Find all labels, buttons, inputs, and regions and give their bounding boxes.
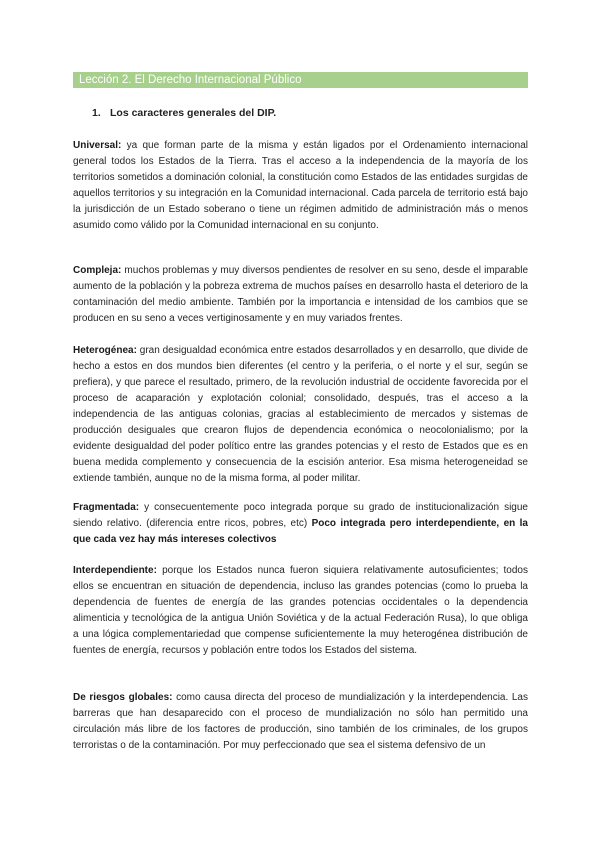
paragraph-universal — [73, 138, 528, 234]
paragraph-interdependiente — [73, 563, 528, 659]
term-heterogenea: Heterogénea: — [73, 345, 137, 356]
section-number: 1. — [92, 107, 101, 119]
term-compleja: Compleja: — [73, 265, 122, 276]
paragraph-fragmentada — [73, 500, 528, 548]
paragraph-riesgos-globales — [73, 690, 528, 754]
term-fragmentada: Fragmentada: — [73, 502, 140, 513]
term-interdependiente: Interdependiente: — [73, 565, 157, 576]
section-title: Los caracteres generales del DIP. — [110, 107, 277, 119]
text-universal: ya que forman parte de la misma y están ligados por el Ordenamiento internacional general todos los Estados de la Tierra. Tras el acceso a la independencia de la mayoría de los territorios sometidos a dominación colonial, la constitución como Estados de las entidades surgidas de aquellos territorios y su integración en la Comunidad internacional. Cada parcela de territorio está bajo la jurisdicción de un Estado soberano o tiene un régimen admitido de administración más o menos asumido como válido por la Comunidad internacional en su conjunto. — [73, 140, 528, 231]
text-riesgos-globales: como causa directa del proceso de mundialización y la interdependencia. Las barreras que han desaparecido con el proceso de mundialización no sólo han permitido una circulación más libre de los factores de producción, sino también de los criminales, de los grupos terroristas o de la contaminación. Por muy perfeccionado que sea el sistema defensivo de un — [73, 692, 528, 751]
section-heading — [92, 107, 276, 119]
text-fragmentada: y consecuentemente poco integrada porque su grado de institucionalización sigue siendo relativo. (diferencia entre ricos, pobres, etc) — [73, 502, 528, 529]
paragraph-heterogenea — [73, 343, 528, 487]
emphasis-fragmentada: Poco integrada pero interdependiente, en la que cada vez hay más intereses colectivos — [73, 518, 528, 545]
text-compleja: muchos problemas y muy diversos pendientes de resolver en su seno, desde el imparable aumento de la población y la pobreza extrema de muchos países en desarrollo hasta el deterioro de la contaminación del medio ambiente. También por la importancia e intensidad de los cambios que se producen en su seno a veces vertiginosamente y en muy variados frentes. — [73, 265, 528, 324]
text-interdependiente: porque los Estados nunca fueron siquiera relativamente autosuficientes; todos ellos se encuentran en situación de dependencia, incluso las grandes potencias (como lo prueba la dependencia de fuentes de energía de las grandes potencias occidentales o la dependencia alimenticia y tecnológica de la antigua Unión Soviética y de la actual Federación Rusa), lo que obliga a una lógica complementariedad que compense suficientemente la muy heterogénea distribución de fuentes de energía, recursos y población entre todos los Estados del sistema. — [73, 565, 528, 656]
paragraph-compleja — [73, 263, 528, 327]
term-universal: Universal: — [73, 140, 122, 151]
text-heterogenea: gran desigualdad económica entre estados desarrollados y en desarrollo, que divide de hecho a estos en dos mundos bien diferentes (el centro y la periferia, o el norte y el sur, según se prefiera), y que parece el resultado, primero, de la revolución industrial de occidente favorecida por el proceso de acaparación y explotación colonial; consolidado, después, tras el acceso a la independencia de las antiguas colonias, gracias al establecimiento de mercados y sistemas de producción desiguales que crearon flujos de dependencia económica o neocolonialismo; por la evidente desigualdad del poder político entre las grandes potencias y el resto de Estados que es en buena medida complemento y consecuencia de la escisión anterior. Esa misma heterogeneidad se extiende también, aunque no de la misma forma, al poder militar. — [73, 345, 528, 484]
lesson-title-banner: Lección 2. El Derecho Internacional Público — [73, 72, 528, 88]
term-riesgos-globales: De riesgos globales: — [73, 692, 173, 703]
